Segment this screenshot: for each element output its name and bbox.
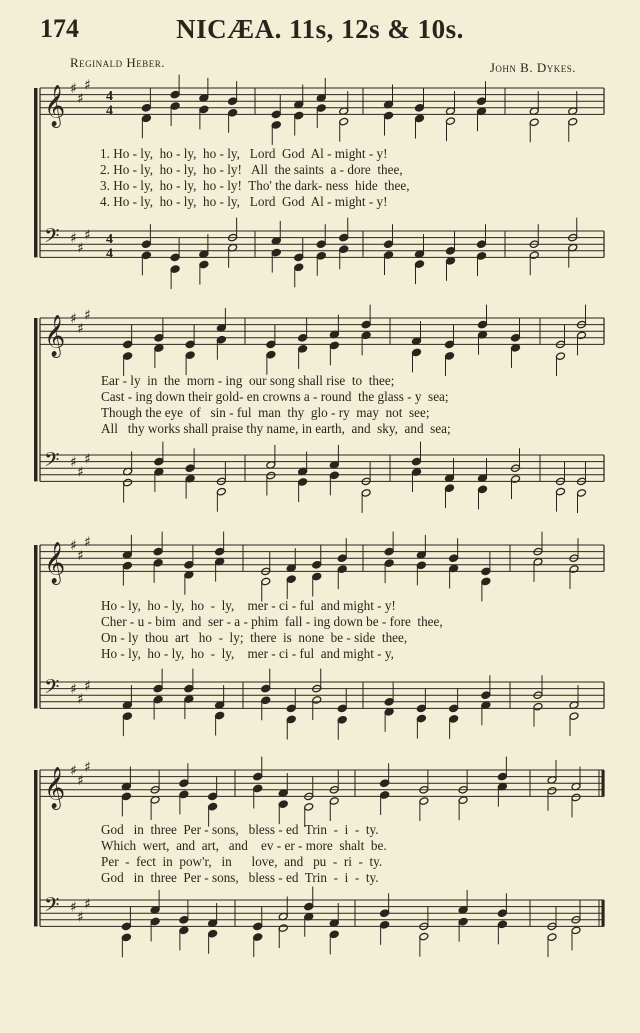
note-head xyxy=(556,487,566,496)
note-head xyxy=(416,561,426,570)
note-head xyxy=(445,484,455,493)
note-head xyxy=(278,800,288,809)
note-head xyxy=(294,111,304,120)
sharp-icon: ♯ xyxy=(77,909,84,926)
note-head xyxy=(154,334,164,343)
note-head xyxy=(446,117,456,126)
note-head xyxy=(329,341,339,350)
note-head xyxy=(271,121,281,130)
note-head xyxy=(384,547,394,556)
note-head xyxy=(361,331,371,340)
note-head xyxy=(253,933,263,942)
note-head xyxy=(419,932,429,941)
note-head xyxy=(446,247,456,256)
sharp-icon: ♯ xyxy=(70,81,77,97)
note-head xyxy=(179,916,189,925)
note-head xyxy=(529,251,539,260)
note-head xyxy=(185,351,195,360)
note-head xyxy=(122,712,132,721)
note-head xyxy=(286,704,296,713)
sharp-icon: ♯ xyxy=(77,691,84,708)
note-head xyxy=(208,792,218,801)
note-head xyxy=(329,797,339,806)
system-brace xyxy=(34,545,38,708)
lyric-line: All thy works shall praise thy name, in earth, and sky, and sea; xyxy=(101,421,451,436)
sharp-icon: ♯ xyxy=(84,534,91,551)
note-head xyxy=(412,348,422,357)
time-signature: 4 xyxy=(106,232,113,248)
sharp-icon: ♯ xyxy=(84,77,91,94)
lyric-line: Per - fect in pow'r, in love, and pu - ri - ty. xyxy=(101,854,383,869)
lyric-line: Which wert, and art, and ev - er - more shalt be. xyxy=(101,838,387,853)
note-head xyxy=(312,561,322,570)
system-brace xyxy=(34,88,38,257)
lyric-line: 2. Ho - ly, ho - ly, ho - ly! All the saints a - dore thee, xyxy=(100,162,403,177)
lyric-line: God in three Per - sons, bless - ed Trin - i - ty. xyxy=(101,870,379,885)
composer-credit: John B. Dykes. xyxy=(489,60,576,75)
note-head xyxy=(547,787,557,796)
bass-clef-icon: 𝄢 xyxy=(44,893,60,921)
note-head xyxy=(458,796,468,805)
note-head xyxy=(533,702,543,711)
note-head xyxy=(179,779,189,788)
note-head xyxy=(449,554,459,563)
sharp-icon: ♯ xyxy=(84,678,91,695)
note-head xyxy=(271,248,281,257)
note-head xyxy=(294,253,304,262)
sharp-icon: ♯ xyxy=(84,227,91,244)
note-head xyxy=(298,345,308,354)
sharp-icon: ♯ xyxy=(77,547,84,564)
bass-clef-icon: 𝄢 xyxy=(44,675,60,703)
note-head xyxy=(228,97,238,106)
note-head xyxy=(286,575,296,584)
note-head xyxy=(141,251,151,260)
note-head xyxy=(253,772,263,781)
note-head xyxy=(185,340,195,349)
note-head xyxy=(316,104,326,113)
note-head xyxy=(361,320,371,329)
note-head xyxy=(298,478,308,487)
lyric-line: Ho - ly, ho - ly, ho - ly, mer - ci - ful and might - y! xyxy=(101,598,396,613)
note-head xyxy=(208,802,218,811)
hymn-title: NICÆA. 11s, 12s & 10s. xyxy=(176,14,464,44)
note-head xyxy=(477,240,487,249)
note-head xyxy=(569,712,579,721)
note-head xyxy=(380,909,390,918)
treble-clef-icon: 𝄞 xyxy=(44,315,66,357)
treble-clef-icon: 𝄞 xyxy=(44,542,66,584)
note-head xyxy=(481,577,491,586)
lyric-line: 3. Ho - ly, ho - ly, ho - ly! Tho' the dark- ness hide thee, xyxy=(100,178,410,193)
note-head xyxy=(445,352,455,361)
note-head xyxy=(419,797,429,806)
lyric-line: 1. Ho - ly, ho - ly, ho - ly, Lord God Al - might - y! xyxy=(100,146,388,161)
lyric-line: Ho - ly, ho - ly, ho - ly, mer - ci - ful and might - y, xyxy=(101,646,394,661)
note-head xyxy=(412,457,422,466)
note-head xyxy=(261,696,271,705)
note-head xyxy=(380,791,390,800)
note-head xyxy=(150,917,160,926)
note-head xyxy=(497,772,507,781)
sharp-icon: ♯ xyxy=(70,311,77,327)
note-head xyxy=(266,471,276,480)
sharp-icon: ♯ xyxy=(77,90,84,107)
sharp-icon: ♯ xyxy=(84,451,91,468)
note-head xyxy=(511,334,521,343)
note-head xyxy=(384,559,394,568)
note-head xyxy=(153,695,163,704)
note-head xyxy=(339,233,349,242)
note-head xyxy=(278,924,288,933)
author-credit: Reginald Heber. xyxy=(70,55,166,70)
note-head xyxy=(577,489,587,498)
lyric-line: Ear - ly in the morn - ing our song shall rise to thee; xyxy=(101,373,395,388)
note-head xyxy=(304,902,314,911)
note-head xyxy=(179,790,189,799)
note-head xyxy=(123,340,133,349)
note-head xyxy=(329,471,339,480)
sharp-icon: ♯ xyxy=(70,230,77,247)
note-head xyxy=(547,933,557,942)
note-head xyxy=(184,684,194,693)
note-head xyxy=(416,704,426,713)
note-head xyxy=(380,779,390,788)
note-head xyxy=(199,260,209,269)
note-head xyxy=(170,265,180,274)
note-head xyxy=(445,340,455,349)
sharp-icon: ♯ xyxy=(70,454,77,471)
note-head xyxy=(316,240,326,249)
note-head xyxy=(154,457,164,466)
note-head xyxy=(481,567,491,576)
sharp-icon: ♯ xyxy=(84,307,91,324)
page-number: 174 xyxy=(40,14,79,43)
note-head xyxy=(216,487,226,496)
note-head xyxy=(415,114,425,123)
bass-clef-icon: 𝄢 xyxy=(44,448,60,476)
note-head xyxy=(415,104,425,113)
treble-clef-icon: 𝄞 xyxy=(44,85,66,127)
note-head xyxy=(384,698,394,707)
sharp-icon: ♯ xyxy=(77,320,84,337)
note-head xyxy=(312,572,322,581)
note-head xyxy=(184,561,194,570)
note-head xyxy=(215,711,225,720)
system-brace xyxy=(34,318,38,481)
note-head xyxy=(228,109,238,118)
note-head xyxy=(294,263,304,272)
note-head xyxy=(121,922,131,931)
note-head xyxy=(185,464,195,473)
note-head xyxy=(337,554,347,563)
note-head xyxy=(478,320,488,329)
sharp-icon: ♯ xyxy=(70,538,77,554)
note-head xyxy=(477,97,487,106)
note-head xyxy=(571,926,581,935)
note-head xyxy=(286,715,296,724)
note-head xyxy=(478,485,488,494)
sharp-icon: ♯ xyxy=(77,772,84,789)
note-head xyxy=(170,90,180,99)
note-head xyxy=(153,684,163,693)
note-head xyxy=(337,565,347,574)
note-head xyxy=(415,260,425,269)
sharp-icon: ♯ xyxy=(70,899,77,916)
note-head xyxy=(416,714,426,723)
note-head xyxy=(199,105,209,114)
note-head xyxy=(271,110,281,119)
note-head xyxy=(458,917,468,926)
note-head xyxy=(215,547,225,556)
note-head xyxy=(298,334,308,343)
time-signature: 4 xyxy=(106,103,113,119)
note-head xyxy=(339,245,349,254)
lyric-line: Cast - ing down their gold- en crowns a - round the glass - y sea; xyxy=(101,389,449,404)
note-head xyxy=(312,696,322,705)
note-head xyxy=(121,792,131,801)
note-head xyxy=(154,344,164,353)
time-signature: 4 xyxy=(106,246,113,262)
sharp-icon: ♯ xyxy=(70,681,77,698)
note-head xyxy=(569,565,579,574)
note-head xyxy=(170,102,180,111)
sharp-icon: ♯ xyxy=(77,464,84,481)
lyric-line: On - ly thou art ho - ly; there is none be - side thee, xyxy=(101,630,408,645)
note-head xyxy=(361,489,371,498)
note-head xyxy=(141,114,151,123)
note-head xyxy=(316,252,326,261)
note-head xyxy=(304,803,314,812)
note-head xyxy=(339,117,349,126)
note-head xyxy=(497,909,507,918)
note-head xyxy=(556,352,566,361)
bass-clef-icon: 𝄢 xyxy=(44,224,60,252)
note-head xyxy=(153,559,163,568)
note-head xyxy=(170,253,180,262)
note-head xyxy=(141,104,151,113)
note-head xyxy=(384,111,394,120)
note-head xyxy=(266,340,276,349)
sharp-icon: ♯ xyxy=(84,896,91,913)
note-head xyxy=(337,704,347,713)
note-head xyxy=(449,704,459,713)
lyric-line: Though the eye of sin - ful man thy glo - ry may not see; xyxy=(101,405,430,420)
note-head xyxy=(449,715,459,724)
note-head xyxy=(179,926,189,935)
system-brace xyxy=(34,770,38,926)
note-head xyxy=(571,793,581,802)
lyric-line: Cher - u - bim and ser - a - phim fall - ing down be - fore thee, xyxy=(101,614,443,629)
time-signature: 4 xyxy=(106,89,113,105)
lyric-line: God in three Per - sons, bless - ed Trin - i - ty. xyxy=(101,822,379,837)
note-head xyxy=(337,716,347,725)
treble-clef-icon: 𝄞 xyxy=(44,767,66,809)
note-head xyxy=(511,475,521,484)
note-head xyxy=(123,352,133,361)
note-head xyxy=(568,117,578,126)
note-head xyxy=(529,118,539,127)
sharp-icon: ♯ xyxy=(70,763,77,779)
note-head xyxy=(477,252,487,261)
sharp-icon: ♯ xyxy=(84,759,91,776)
lyric-line: 4. Ho - ly, ho - ly, ho - ly, Lord God Al - might - y! xyxy=(100,194,388,209)
note-head xyxy=(253,922,263,931)
note-head xyxy=(577,331,587,340)
note-head xyxy=(122,561,132,570)
note-head xyxy=(216,335,226,344)
note-head xyxy=(481,691,491,700)
note-head xyxy=(153,547,163,556)
note-head xyxy=(261,684,271,693)
note-head xyxy=(141,240,151,249)
note-head xyxy=(384,240,394,249)
note-head xyxy=(266,350,276,359)
note-head xyxy=(497,920,507,929)
note-head xyxy=(384,251,394,260)
note-head xyxy=(329,930,339,939)
note-head xyxy=(261,577,271,586)
note-head xyxy=(208,929,218,938)
sharp-icon: ♯ xyxy=(77,240,84,257)
note-head xyxy=(123,478,133,487)
note-head xyxy=(380,921,390,930)
note-head xyxy=(253,784,263,793)
note-head xyxy=(121,933,131,942)
